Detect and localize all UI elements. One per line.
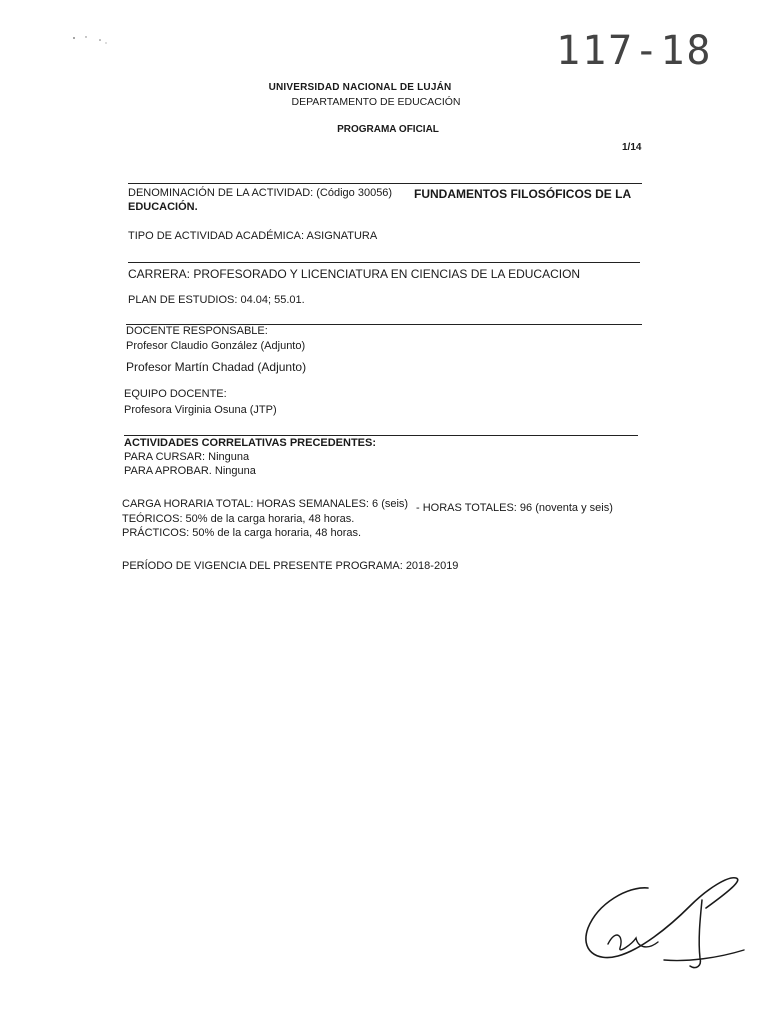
responsible-heading: DOCENTE RESPONSABLE:	[126, 325, 268, 337]
correlatives-heading: ACTIVIDADES CORRELATIVAS PRECEDENTES:	[124, 437, 377, 449]
handwritten-signature	[578, 858, 750, 978]
stamp-number: 117-18	[556, 28, 713, 74]
activity-name-line2: EDUCACIÓN.	[128, 201, 198, 213]
divider	[124, 435, 638, 436]
team-heading: EQUIPO DOCENTE:	[124, 388, 227, 400]
career: CARRERA: PROFESORADO Y LICENCIATURA EN CIENCIAS DE LA EDUCACION	[128, 267, 581, 281]
activity-name-line1: FUNDAMENTOS FILOSÓFICOS DE LA	[414, 187, 632, 201]
correlatives-to-take: PARA CURSAR: Ninguna	[124, 451, 250, 463]
correlatives-to-pass: PARA APROBAR. Ninguna	[124, 465, 256, 477]
scan-specks	[70, 34, 120, 46]
workload-total: - HORAS TOTALES: 96 (noventa y seis)	[416, 502, 613, 514]
workload-weekly: CARGA HORARIA TOTAL: HORAS SEMANALES: 6 (seis)	[122, 498, 409, 510]
responsible-person-2: Profesor Martín Chadad (Adjunto)	[126, 360, 307, 374]
team-person-1: Profesora Virginia Osuna (JTP)	[124, 404, 277, 416]
divider	[128, 183, 642, 184]
workload-theory: TEÓRICOS: 50% de la carga horaria, 48 horas.	[122, 513, 355, 525]
department-name: DEPARTAMENTO DE EDUCACIÓN	[291, 96, 461, 108]
activity-label: DENOMINACIÓN DE LA ACTIVIDAD: (Código 30056)	[128, 187, 393, 199]
program-title: PROGRAMA OFICIAL	[337, 124, 439, 135]
activity-type: TIPO DE ACTIVIDAD ACADÉMICA: ASIGNATURA	[128, 230, 378, 242]
validity-period: PERÍODO DE VIGENCIA DEL PRESENTE PROGRAMA: 2018-2019	[122, 560, 459, 572]
page-number: 1/14	[622, 142, 642, 153]
divider	[128, 262, 640, 263]
university-name: UNIVERSIDAD NACIONAL DE LUJÁN	[268, 82, 452, 93]
workload-practice: PRÁCTICOS: 50% de la carga horaria, 48 horas.	[122, 527, 362, 539]
study-plan: PLAN DE ESTUDIOS: 04.04; 55.01.	[128, 294, 305, 306]
responsible-person-1: Profesor Claudio González (Adjunto)	[126, 340, 306, 352]
